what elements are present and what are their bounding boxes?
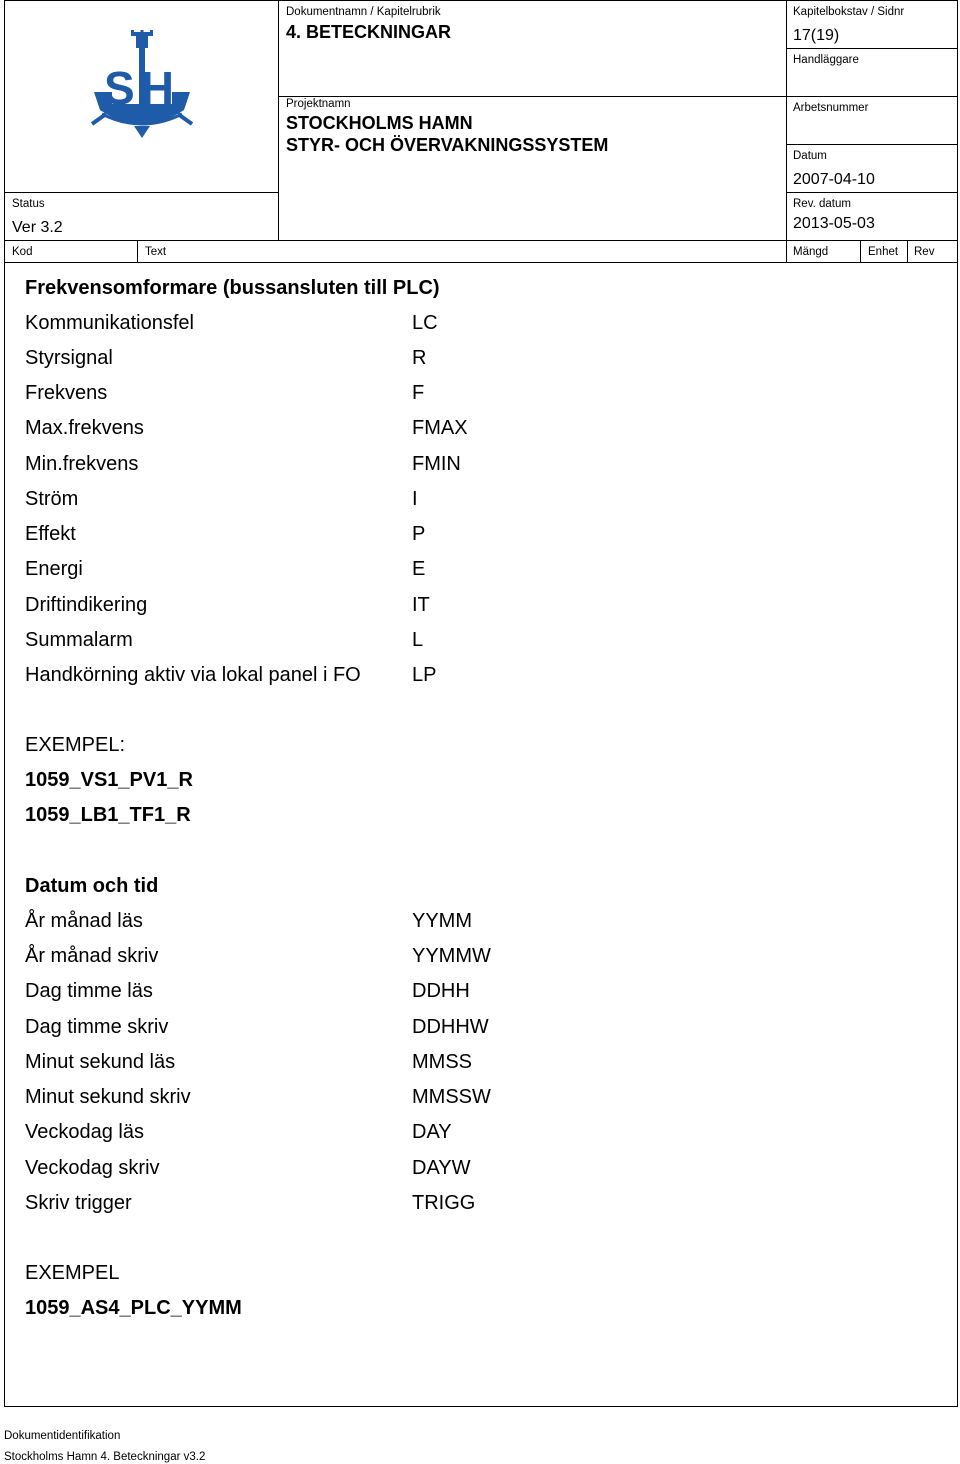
list-item-code: TRIGG	[412, 1192, 476, 1214]
page-number-caption: Kapitelbokstav / Sidnr	[793, 6, 905, 18]
column-enhet: Enhet	[868, 246, 899, 258]
list-item-label: Ström	[25, 488, 79, 510]
list-item-label: Frekvens	[25, 382, 108, 404]
list-item-label: Effekt	[25, 523, 76, 545]
column-text: Text	[145, 246, 167, 258]
status-caption: Status	[12, 198, 45, 210]
doc-title: 4. BETECKNINGAR	[286, 22, 452, 42]
list-item-label: Summalarm	[25, 629, 133, 651]
list-item-label: Veckodag skriv	[25, 1157, 160, 1179]
date-value: 2007-04-10	[793, 171, 875, 188]
list-item-code: DDHHW	[412, 1016, 489, 1038]
list-item-label: Energi	[25, 558, 83, 580]
column-mangd: Mängd	[793, 246, 829, 258]
doc-title-caption: Dokumentnamn / Kapitelrubrik	[286, 6, 441, 18]
list-item-label: Styrsignal	[25, 347, 113, 369]
example-value: 1059_VS1_PV1_R	[25, 769, 193, 791]
project-caption: Projektnamn	[286, 98, 351, 110]
example-value: 1059_LB1_TF1_R	[25, 804, 191, 826]
divider	[278, 96, 958, 97]
example-label: EXEMPEL:	[25, 734, 126, 756]
list-item-label: Minut sekund skriv	[25, 1086, 191, 1108]
divider	[4, 240, 958, 241]
section-heading: Datum och tid	[25, 875, 159, 897]
list-item-label: Veckodag läs	[25, 1121, 144, 1143]
project-subtitle: STYR- OCH ÖVERVAKNINGSSYSTEM	[286, 135, 609, 155]
list-item-code: R	[412, 347, 427, 369]
project-name: STOCKHOLMS HAMN	[286, 113, 473, 133]
list-item-label: Min.frekvens	[25, 453, 139, 475]
divider	[4, 262, 958, 263]
list-item-code: F	[412, 382, 425, 404]
list-item-code: I	[412, 488, 418, 510]
example-value: 1059_AS4_PLC_YYMM	[25, 1297, 242, 1319]
list-item-label: År månad skriv	[25, 945, 159, 967]
list-item-code: LP	[412, 664, 437, 686]
divider	[786, 144, 958, 145]
page-frame	[4, 0, 958, 1407]
list-item-code: YYMMW	[412, 945, 491, 967]
document-id-value: Stockholms Hamn 4. Beteckningar v3.2	[4, 1451, 206, 1463]
list-item-label: Dag timme skriv	[25, 1016, 169, 1038]
rev-date-caption: Rev. datum	[793, 198, 851, 210]
list-item-code: DAYW	[412, 1157, 471, 1179]
section-heading: Frekvensomformare (bussansluten till PLC)	[25, 277, 440, 299]
divider	[4, 192, 278, 193]
list-item-code: IT	[412, 594, 430, 616]
company-logo	[84, 30, 200, 140]
divider	[860, 240, 861, 262]
list-item-code: MMSSW	[412, 1086, 491, 1108]
list-item-label: Kommunikationsfel	[25, 312, 194, 334]
column-kod: Kod	[12, 246, 33, 258]
list-item-label: År månad läs	[25, 910, 143, 932]
list-item-code: MMSS	[412, 1051, 472, 1073]
list-item-code: FMAX	[412, 417, 468, 439]
list-item-code: DAY	[412, 1121, 452, 1143]
divider	[786, 240, 787, 262]
list-item-label: Dag timme läs	[25, 980, 153, 1002]
divider	[137, 240, 138, 262]
divider	[786, 192, 958, 193]
list-item-code: DDHH	[412, 980, 470, 1002]
page-number: 17(19)	[793, 27, 840, 44]
logo-text: SH	[104, 62, 180, 114]
date-caption: Datum	[793, 150, 827, 162]
crown-icon	[131, 30, 153, 48]
divider	[786, 48, 958, 49]
list-item-code: E	[412, 558, 426, 580]
divider	[786, 0, 787, 240]
example-label: EXEMPEL	[25, 1262, 120, 1284]
document-id-caption: Dokumentidentifikation	[4, 1430, 121, 1442]
list-item-code: LC	[412, 312, 438, 334]
handler-caption: Handläggare	[793, 54, 859, 66]
list-item-label: Max.frekvens	[25, 417, 144, 439]
status-value: Ver 3.2	[12, 219, 63, 236]
list-item-label: Handkörning aktiv via lokal panel i FO	[25, 664, 361, 686]
list-item-code: FMIN	[412, 453, 461, 475]
divider	[278, 0, 279, 240]
list-item-label: Minut sekund läs	[25, 1051, 176, 1073]
list-item-code: YYMM	[412, 910, 472, 932]
list-item-label: Driftindikering	[25, 594, 148, 616]
list-item-code: L	[412, 629, 424, 651]
column-rev: Rev	[914, 246, 935, 258]
list-item-code: P	[412, 523, 426, 545]
work-number-caption: Arbetsnummer	[793, 102, 869, 114]
rev-date-value: 2013-05-03	[793, 215, 875, 232]
list-item-label: Skriv trigger	[25, 1192, 132, 1214]
divider	[907, 240, 908, 262]
